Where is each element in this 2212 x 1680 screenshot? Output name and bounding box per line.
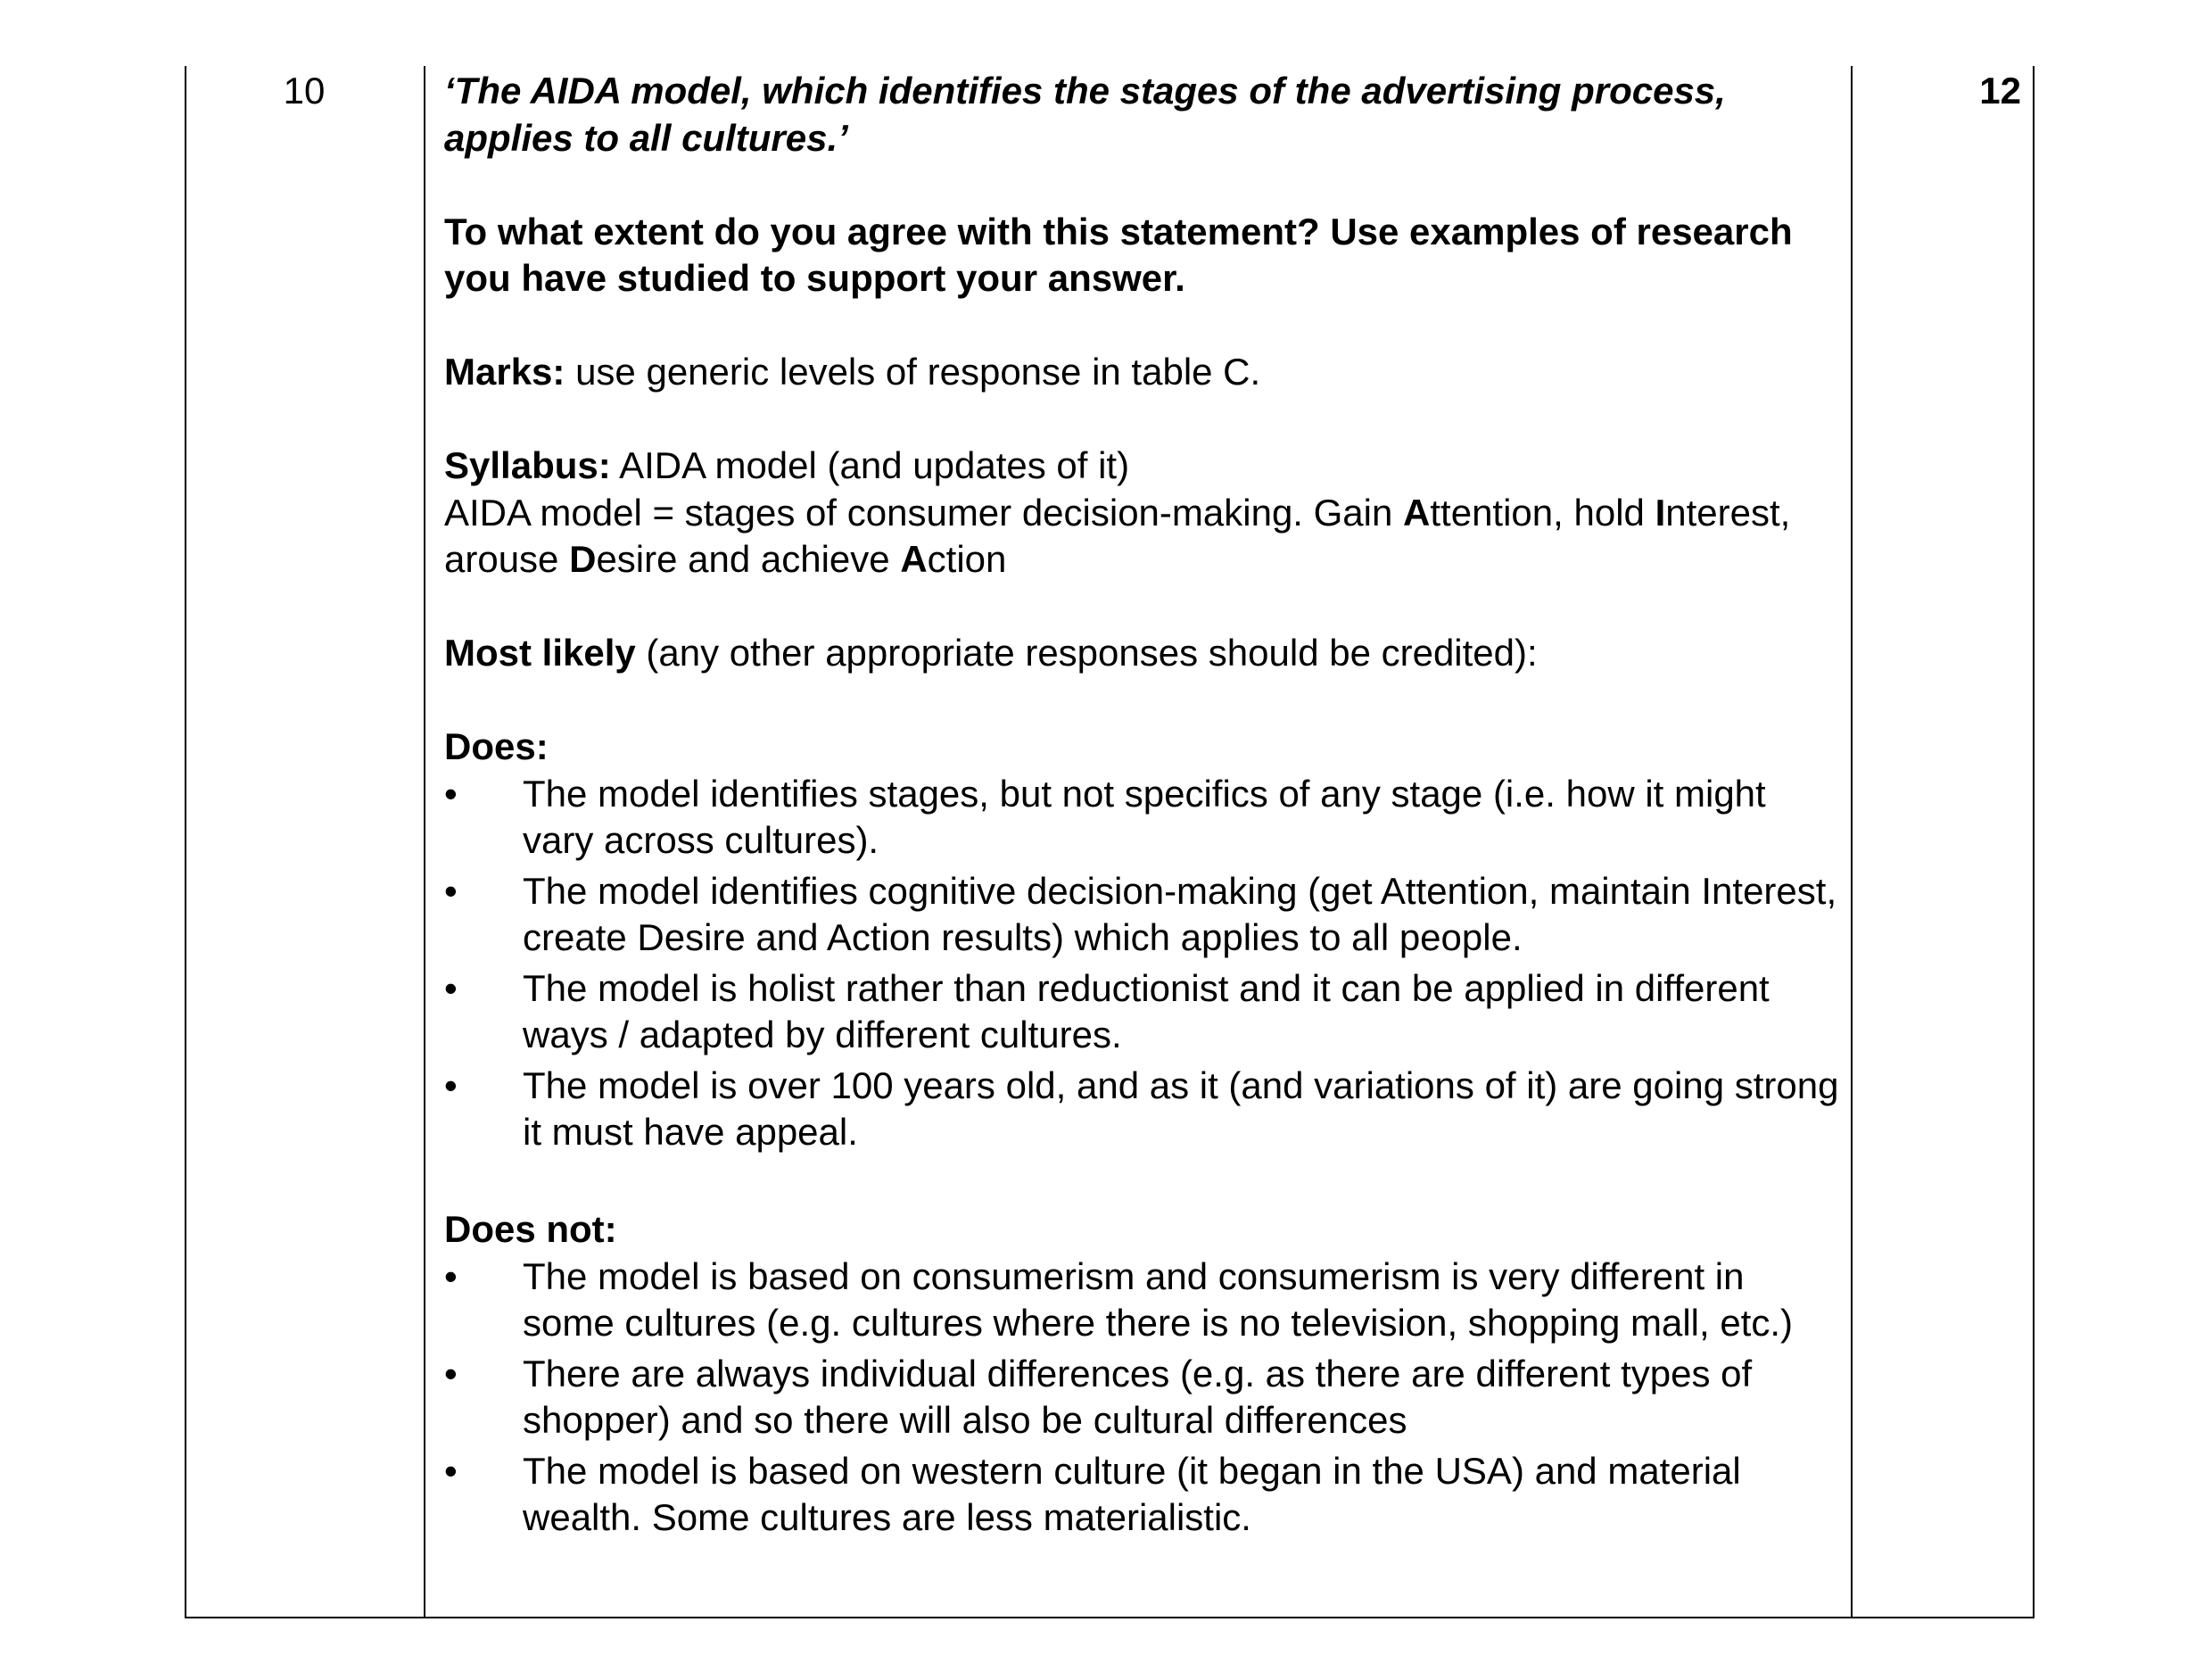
- list-item-text: There are always individual differences (e.g. as there are different types of shopper) and so there will also be cultural differences: [523, 1352, 1753, 1441]
- most-likely-line: [444, 630, 1845, 677]
- marks-note: [444, 349, 1845, 396]
- table-divider-marks: [1851, 66, 1853, 1618]
- question-prompt: To what extent do you agree with this statement? Use examples of research you have studied to support your answer.: [444, 210, 1793, 299]
- syllabus-label: Syllabus:: [444, 444, 611, 486]
- table-border-left: [185, 66, 186, 1618]
- list-item-text: The model identifies cognitive decision-making (get Attention, maintain Interest, create Desire and Action results) which applies to all people.: [523, 869, 1837, 958]
- bullet-icon: •: [444, 1352, 458, 1394]
- question-statement: ‘The AIDA model, which identifies the stages of the advertising process, applies to all cultures.’: [444, 70, 1726, 159]
- bullet-icon: •: [444, 1254, 458, 1297]
- table-border-bottom: [185, 1617, 2035, 1618]
- marks-label: Marks:: [444, 351, 565, 393]
- table-divider-question: [424, 66, 425, 1618]
- does-not-heading: Does not:: [444, 1208, 617, 1250]
- bullet-icon: •: [444, 966, 458, 1009]
- bullet-icon: •: [444, 1063, 458, 1106]
- does-heading: Does:: [444, 725, 549, 767]
- aida-desire: esire and achieve: [596, 538, 901, 580]
- table-border-right: [2033, 66, 2035, 1618]
- syllabus-line: [444, 443, 1845, 490]
- aida-action: ction: [927, 538, 1007, 580]
- aida-letter-d: D: [569, 538, 597, 580]
- does-list: [444, 771, 1845, 1156]
- list-item-text: The model is over 100 years old, and as it (and variations of it) are going strong it must have appeal.: [523, 1063, 1839, 1153]
- list-item: [444, 965, 1845, 1059]
- aida-definition: [444, 490, 1845, 583]
- aida-attention: ttention, hold: [1430, 491, 1655, 534]
- does-not-list: [444, 1254, 1845, 1542]
- syllabus-text: AIDA model (and updates of it): [610, 444, 1130, 486]
- list-item: [444, 1448, 1845, 1542]
- list-item-text: The model is based on consumerism and consumerism is very different in some cultures (e.g. cultures where there is no television, shopping mall, etc.): [523, 1254, 1794, 1344]
- list-item: [444, 771, 1845, 865]
- aida-letter-a: A: [1403, 491, 1431, 534]
- aida-letter-i: I: [1655, 491, 1666, 534]
- aida-prefix: AIDA model = stages of consumer decision-making. Gain: [444, 491, 1404, 534]
- list-item: [444, 868, 1845, 962]
- list-item-text: The model identifies stages, but not specifics of any stage (i.e. how it might vary across cultures).: [523, 772, 1766, 861]
- question-marks: 12: [1979, 70, 2021, 112]
- answer-guidance: [444, 68, 1845, 1545]
- most-likely-text: (any other appropriate responses should be credited):: [635, 632, 1538, 674]
- bullet-icon: •: [444, 869, 458, 912]
- aida-interest: nterest, arouse: [444, 491, 1791, 580]
- bullet-icon: •: [444, 1449, 458, 1492]
- list-item-text: The model is based on western culture (it began in the USA) and material wealth. Some cultures are less materialistic.: [523, 1449, 1741, 1538]
- marks-text: use generic levels of response in table C.: [565, 351, 1261, 393]
- question-number: 10: [283, 70, 326, 112]
- most-likely-label: Most likely: [444, 632, 636, 674]
- list-item: [444, 1063, 1845, 1156]
- list-item: [444, 1254, 1845, 1347]
- bullet-icon: •: [444, 772, 458, 815]
- aida-letter-a2: A: [900, 538, 928, 580]
- list-item: [444, 1351, 1845, 1444]
- list-item-text: The model is holist rather than reductionist and it can be applied in different ways / adapted by different cultures.: [523, 966, 1770, 1055]
